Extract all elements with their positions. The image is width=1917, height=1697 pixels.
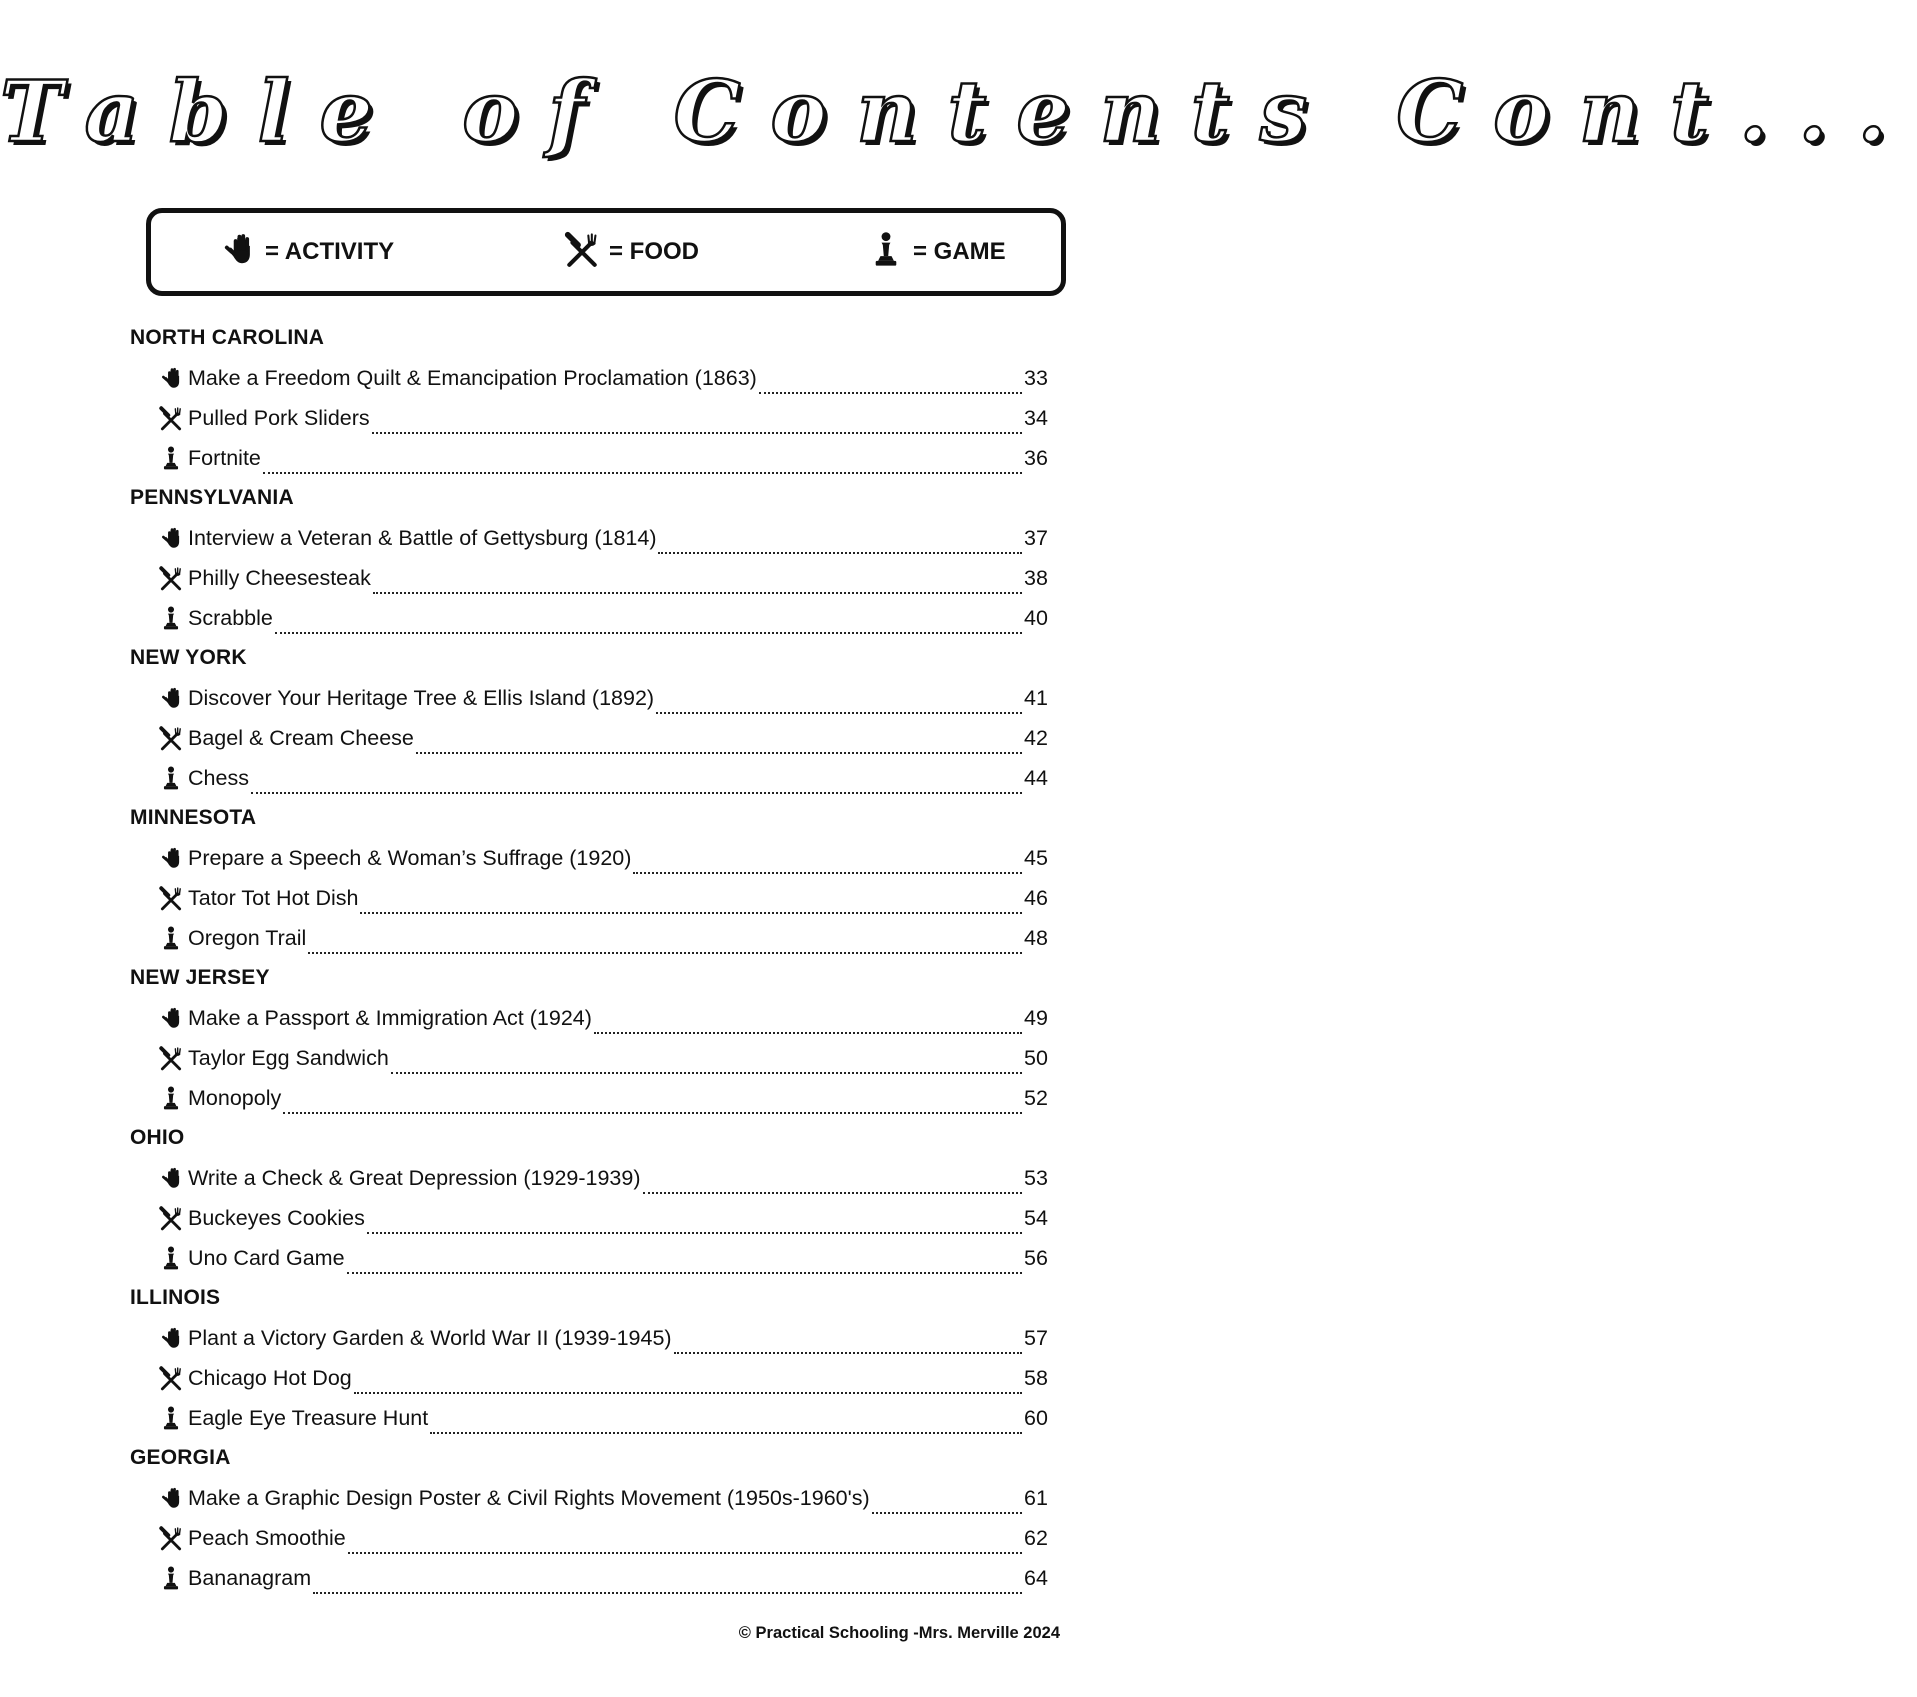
entry-page-number: 37 — [1024, 525, 1048, 550]
dot-leader — [594, 1010, 1022, 1034]
entry-label: Write a Check & Great Depression (1929-1939) — [188, 1165, 641, 1190]
entry-label: Bananagram — [188, 1565, 312, 1590]
dot-leader — [373, 570, 1022, 594]
entry-label: Chicago Hot Dog — [188, 1365, 352, 1390]
entry-label: Eagle Eye Treasure Hunt — [188, 1405, 429, 1430]
legend-game — [867, 213, 1006, 291]
dot-leader — [759, 370, 1022, 394]
pawn-icon — [158, 1083, 188, 1113]
entry-label: Make a Graphic Design Poster & Civil Rights Movement (1950s-1960's) — [188, 1485, 870, 1510]
pawn-icon — [158, 763, 188, 793]
toc-entry — [130, 558, 1050, 598]
entry-label: Plant a Victory Garden & World War II (1939-1945) — [188, 1325, 672, 1350]
hand-icon — [158, 363, 188, 393]
legend-food-label: = FOOD — [609, 238, 700, 265]
dot-leader — [251, 770, 1022, 794]
pawn-icon — [158, 1403, 188, 1433]
dot-leader — [367, 1210, 1022, 1234]
legend-activity-label: = ACTIVITY — [265, 238, 395, 265]
toc-entry — [130, 1238, 1050, 1278]
toc-entry — [130, 998, 1050, 1038]
toc-entry — [130, 1398, 1050, 1438]
legend-food — [563, 213, 699, 291]
hand-icon — [158, 1323, 188, 1353]
entry-page-number: 49 — [1024, 1005, 1048, 1030]
entry-page-number: 40 — [1024, 605, 1048, 630]
dot-leader — [275, 610, 1022, 634]
section-heading: NEW JERSEY — [130, 966, 270, 989]
dot-leader — [391, 1050, 1022, 1074]
toc-entry — [130, 838, 1050, 878]
pawn-icon — [158, 923, 188, 953]
icon-legend — [146, 208, 1066, 296]
dot-leader — [348, 1530, 1022, 1554]
fork-knife-icon — [158, 723, 188, 753]
entry-page-number: 57 — [1024, 1325, 1048, 1350]
entry-page-number: 61 — [1024, 1485, 1048, 1510]
dot-leader — [360, 890, 1022, 914]
entry-page-number: 50 — [1024, 1045, 1048, 1070]
entry-label: Fortnite — [188, 445, 261, 470]
entry-label: Make a Passport & Immigration Act (1924) — [188, 1005, 592, 1030]
dot-leader — [633, 850, 1022, 874]
pawn-icon — [158, 1243, 188, 1273]
fork-knife-icon — [158, 1363, 188, 1393]
section-heading: PENNSYLVANIA — [130, 486, 294, 509]
entry-page-number: 56 — [1024, 1245, 1048, 1270]
entry-page-number: 42 — [1024, 725, 1048, 750]
dot-leader — [372, 410, 1022, 434]
toc-entry — [130, 918, 1050, 958]
entry-page-number: 60 — [1024, 1405, 1048, 1430]
toc-entry — [130, 438, 1050, 478]
entry-page-number: 38 — [1024, 565, 1048, 590]
toc-entry — [130, 1078, 1050, 1118]
toc-entry — [130, 1038, 1050, 1078]
entry-label: Prepare a Speech & Woman’s Suffrage (1920) — [188, 845, 632, 870]
toc-entry — [130, 1158, 1050, 1198]
toc-entry — [130, 1358, 1050, 1398]
entry-label: Peach Smoothie — [188, 1525, 346, 1550]
toc-entry — [130, 1478, 1050, 1518]
entry-label: Scrabble — [188, 605, 273, 630]
hand-icon — [158, 1003, 188, 1033]
entry-page-number: 44 — [1024, 765, 1048, 790]
toc-entry — [130, 598, 1050, 638]
entry-page-number: 48 — [1024, 925, 1048, 950]
dot-leader — [283, 1090, 1022, 1114]
table-of-contents — [130, 318, 1050, 1598]
legend-game-label: = GAME — [913, 238, 1006, 265]
pawn-icon — [158, 603, 188, 633]
entry-page-number: 62 — [1024, 1525, 1048, 1550]
entry-label: Buckeyes Cookies — [188, 1205, 365, 1230]
hand-icon — [158, 843, 188, 873]
toc-entry — [130, 1518, 1050, 1558]
dot-leader — [674, 1330, 1022, 1354]
entry-page-number: 33 — [1024, 365, 1048, 390]
dot-leader — [263, 450, 1022, 474]
section-heading: ILLINOIS — [130, 1286, 221, 1309]
section-heading: GEORGIA — [130, 1446, 231, 1469]
dot-leader — [416, 730, 1022, 754]
toc-entry — [130, 518, 1050, 558]
fork-knife-icon — [158, 403, 188, 433]
toc-entry — [130, 1318, 1050, 1358]
toc-entry — [130, 718, 1050, 758]
entry-page-number: 34 — [1024, 405, 1048, 430]
dot-leader — [313, 1570, 1022, 1594]
fork-knife-icon — [158, 1203, 188, 1233]
entry-label: Discover Your Heritage Tree & Ellis Island (1892) — [188, 685, 655, 710]
legend-activity — [219, 213, 394, 291]
entry-label: Tator Tot Hot Dish — [188, 885, 359, 910]
hand-icon — [158, 1163, 188, 1193]
section-heading: MINNESOTA — [130, 806, 257, 829]
entry-label: Philly Cheesesteak — [188, 565, 371, 590]
toc-entry — [130, 1558, 1050, 1598]
entry-label: Interview a Veteran & Battle of Gettysburg (1814) — [188, 525, 657, 550]
toc-entry — [130, 878, 1050, 918]
fork-knife-icon — [158, 563, 188, 593]
hand-icon — [158, 523, 188, 553]
dot-leader — [872, 1490, 1022, 1514]
entry-label: Bagel & Cream Cheese — [188, 725, 414, 750]
fork-knife-icon — [158, 883, 188, 913]
section-heading: OHIO — [130, 1126, 185, 1149]
hand-icon — [158, 683, 188, 713]
entry-label: Monopoly — [188, 1085, 282, 1110]
fork-knife-icon — [158, 1043, 188, 1073]
entry-label: Make a Freedom Quilt & Emancipation Proclamation (1863) — [188, 365, 757, 390]
dot-leader — [430, 1410, 1022, 1434]
entry-label: Oregon Trail — [188, 925, 307, 950]
entry-page-number: 41 — [1024, 685, 1048, 710]
entry-page-number: 54 — [1024, 1205, 1048, 1230]
entry-label: Chess — [188, 765, 249, 790]
dot-leader — [308, 930, 1022, 954]
entry-page-number: 36 — [1024, 445, 1048, 470]
entry-label: Uno Card Game — [188, 1245, 345, 1270]
entry-page-number: 64 — [1024, 1565, 1048, 1590]
section-heading: NEW YORK — [130, 646, 247, 669]
entry-page-number: 52 — [1024, 1085, 1048, 1110]
dot-leader — [656, 690, 1022, 714]
pawn-icon — [158, 443, 188, 473]
entry-page-number: 53 — [1024, 1165, 1048, 1190]
page-title: Table of Contents Cont... — [0, 62, 1917, 161]
toc-entry — [130, 1198, 1050, 1238]
section-heading: NORTH CAROLINA — [130, 326, 325, 349]
entry-label: Pulled Pork Sliders — [188, 405, 370, 430]
toc-entry — [130, 678, 1050, 718]
dot-leader — [658, 530, 1022, 554]
toc-entry — [130, 358, 1050, 398]
entry-page-number: 46 — [1024, 885, 1048, 910]
toc-entry — [130, 758, 1050, 798]
dot-leader — [347, 1250, 1022, 1274]
copyright-footer: © Practical Schooling -Mrs. Merville 2024 — [738, 1624, 1060, 1642]
pawn-icon — [867, 230, 913, 275]
hand-icon — [219, 230, 265, 275]
dot-leader — [354, 1370, 1022, 1394]
toc-entry — [130, 398, 1050, 438]
fork-knife-icon — [158, 1523, 188, 1553]
entry-page-number: 45 — [1024, 845, 1048, 870]
entry-label: Taylor Egg Sandwich — [188, 1045, 389, 1070]
pawn-icon — [158, 1563, 188, 1593]
hand-icon — [158, 1483, 188, 1513]
entry-page-number: 58 — [1024, 1365, 1048, 1390]
dot-leader — [643, 1170, 1022, 1194]
fork-knife-icon — [563, 230, 609, 275]
